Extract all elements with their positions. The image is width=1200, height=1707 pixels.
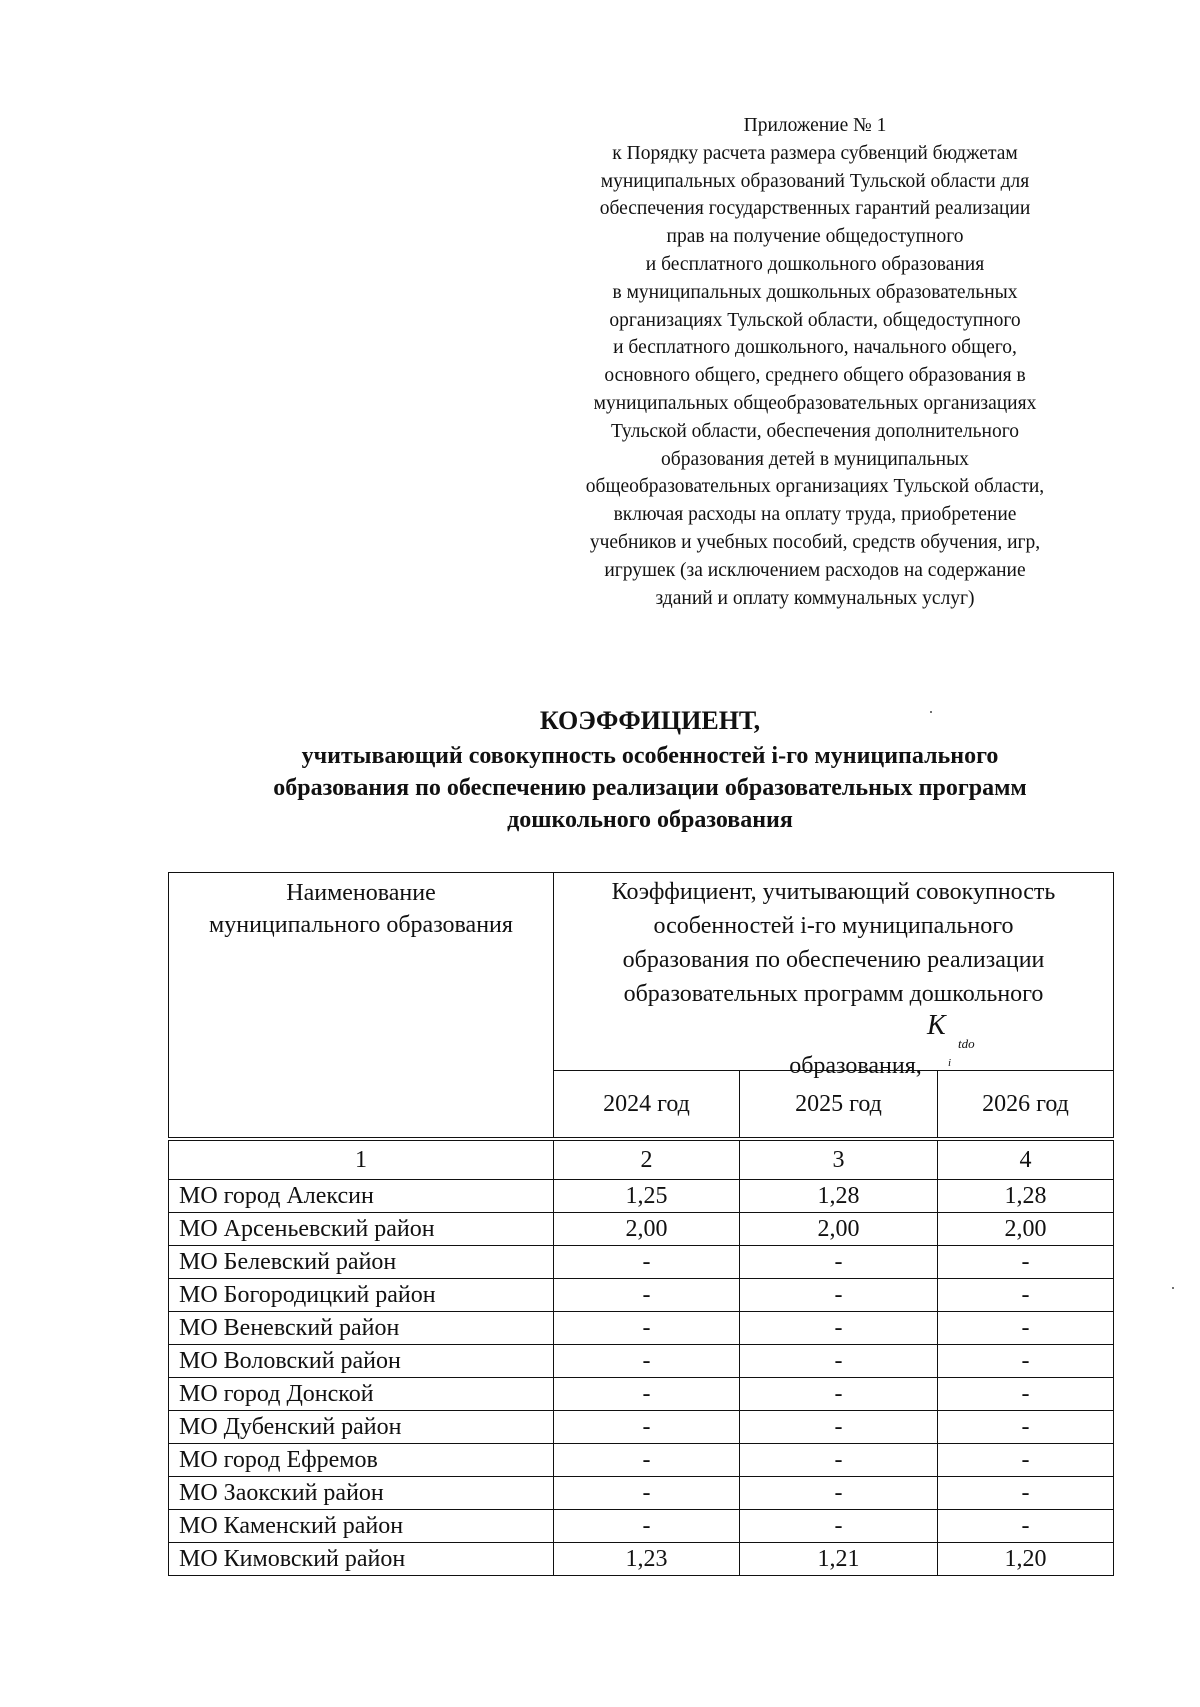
header-coef-line: Коэффициент, учитывающий совокупность — [611, 879, 1056, 905]
value-2026: 1,28 — [938, 1180, 1114, 1213]
column-number: 3 — [740, 1141, 938, 1180]
table-row — [169, 1378, 1114, 1411]
table-row — [169, 1246, 1114, 1279]
value-2024: - — [554, 1246, 740, 1279]
header-coef-line: образовательных программ дошкольного — [623, 981, 1044, 1007]
municipality-name: МО Арсеньевский район — [169, 1213, 554, 1246]
title-sub-line: учитывающий совокупность особенностей i-го муниципального — [301, 743, 999, 769]
table-row — [169, 1543, 1114, 1576]
value-2024: - — [554, 1510, 740, 1543]
formula-superscript: tdo — [958, 1036, 975, 1051]
table-row — [169, 1477, 1114, 1510]
value-2025: - — [740, 1246, 938, 1279]
value-2024: - — [554, 1477, 740, 1510]
appendix-line: обеспечения государственных гарантий реализации — [599, 198, 1031, 220]
value-2024: 2,00 — [554, 1213, 740, 1246]
value-2025: - — [740, 1279, 938, 1312]
value-2024: - — [554, 1345, 740, 1378]
header-coef-line: образования по обеспечению реализации — [622, 947, 1045, 973]
municipality-name: МО Каменский район — [169, 1510, 554, 1543]
value-2026: - — [938, 1477, 1114, 1510]
value-2026: - — [938, 1246, 1114, 1279]
value-2024: - — [554, 1279, 740, 1312]
appendix-line: муниципальных образований Тульской области для — [600, 170, 1030, 192]
appendix-line: игрушек (за исключением расходов на содержание — [604, 559, 1026, 581]
value-2025: - — [740, 1477, 938, 1510]
table-row — [169, 1411, 1114, 1444]
value-2025: - — [740, 1411, 938, 1444]
appendix-line: основного общего, среднего общего образования в — [604, 365, 1026, 387]
appendix-line: общеобразовательных организациях Тульской области, — [585, 476, 1045, 498]
formula-subscript: i — [948, 1057, 952, 1069]
scan-speck — [1172, 1287, 1174, 1289]
appendix-line: зданий и оплату коммунальных услуг) — [655, 587, 975, 609]
value-2026: - — [938, 1279, 1114, 1312]
value-2025: - — [740, 1312, 938, 1345]
table-row — [169, 1213, 1114, 1246]
table-row — [169, 1510, 1114, 1543]
header-coef-last: образования, — [789, 1053, 922, 1079]
municipality-name: МО город Алексин — [169, 1180, 554, 1213]
municipality-name: МО Дубенский район — [169, 1411, 554, 1444]
title-sub-line: дошкольного образования — [507, 807, 793, 833]
document-title — [150, 702, 1150, 836]
header-name-line: муниципального образования — [209, 912, 513, 938]
value-2025: 2,00 — [740, 1213, 938, 1246]
header-coef-cell — [554, 873, 1114, 1079]
table-row — [169, 1279, 1114, 1312]
header-name-line: Наименование — [286, 880, 436, 906]
column-number-row — [169, 1141, 1114, 1180]
table-row — [169, 1312, 1114, 1345]
value-2024: - — [554, 1444, 740, 1477]
value-2025: 1,21 — [740, 1543, 938, 1576]
header-year-2025: 2025 год — [740, 1071, 938, 1138]
data-table — [168, 1140, 1114, 1576]
table-row — [169, 1345, 1114, 1378]
value-2025: - — [740, 1444, 938, 1477]
value-2026: - — [938, 1378, 1114, 1411]
header-coef-line: особенностей i-го муниципального — [653, 913, 1014, 939]
appendix-caption — [520, 112, 1110, 612]
column-number: 2 — [554, 1141, 740, 1180]
value-2026: - — [938, 1411, 1114, 1444]
appendix-line: организациях Тульской области, общедоступного — [609, 309, 1021, 331]
header-year-2026: 2026 год — [938, 1071, 1114, 1138]
appendix-line: прав на получение общедоступного — [666, 226, 964, 248]
municipality-name: МО город Донской — [169, 1378, 554, 1411]
column-number: 4 — [938, 1141, 1114, 1180]
appendix-line: Приложение № 1 — [743, 115, 887, 136]
municipality-name: МО Воловский район — [169, 1345, 554, 1378]
municipality-name: МО Веневский район — [169, 1312, 554, 1345]
value-2024: - — [554, 1312, 740, 1345]
value-2026: - — [938, 1444, 1114, 1477]
appendix-line: учебников и учебных пособий, средств обучения, игр, — [589, 531, 1041, 553]
table-row — [169, 1444, 1114, 1477]
value-2026: - — [938, 1510, 1114, 1543]
value-2025: 1,28 — [740, 1180, 938, 1213]
municipality-name: МО Белевский район — [169, 1246, 554, 1279]
value-2026: - — [938, 1345, 1114, 1378]
municipality-name: МО Богородицкий район — [169, 1279, 554, 1312]
appendix-line: в муниципальных дошкольных образовательных — [612, 281, 1018, 303]
table-row — [169, 1180, 1114, 1213]
value-2024: 1,23 — [554, 1543, 740, 1576]
value-2025: - — [740, 1378, 938, 1411]
column-number: 1 — [169, 1141, 554, 1180]
title-sub-line: образования по обеспечению реализации образовательных программ — [273, 775, 1027, 801]
appendix-line: образования детей в муниципальных — [661, 448, 969, 470]
appendix-line: и бесплатного дошкольного образования — [645, 253, 985, 275]
value-2024: - — [554, 1411, 740, 1444]
value-2026: 2,00 — [938, 1213, 1114, 1246]
appendix-line: и бесплатного дошкольного, начального общего, — [613, 337, 1017, 359]
appendix-line: Тульской области, обеспечения дополнительного — [610, 420, 1020, 442]
appendix-line: муниципальных общеобразовательных организациях — [593, 392, 1037, 414]
municipality-name: МО Заокский район — [169, 1477, 554, 1510]
value-2026: 1,20 — [938, 1543, 1114, 1576]
value-2024: 1,25 — [554, 1180, 740, 1213]
header-name-cell — [169, 873, 554, 1138]
formula-letter: K — [927, 1010, 946, 1041]
value-2025: - — [740, 1510, 938, 1543]
title-main: КОЭФФИЦИЕНТ, — [539, 706, 761, 735]
value-2024: - — [554, 1378, 740, 1411]
table-header — [168, 872, 1114, 1138]
municipality-name: МО город Ефремов — [169, 1444, 554, 1477]
municipality-name: МО Кимовский район — [169, 1543, 554, 1576]
value-2025: - — [740, 1345, 938, 1378]
appendix-line: включая расходы на оплату труда, приобретение — [613, 504, 1017, 526]
appendix-line: к Порядку расчета размера субвенций бюджетам — [612, 142, 1018, 164]
header-year-2024: 2024 год — [554, 1071, 740, 1138]
value-2026: - — [938, 1312, 1114, 1345]
